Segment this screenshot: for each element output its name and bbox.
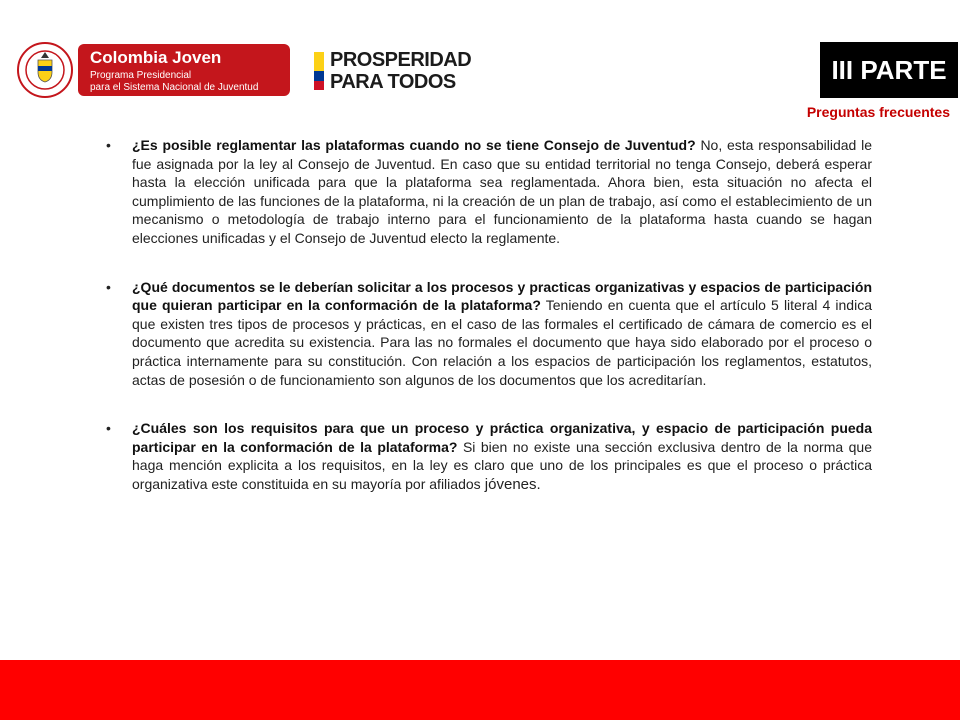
faq-question: ¿Qué documentos se le deberían solicitar a los procesos y practicas organizativas y espacios de participación que quieran participar en la conformación de la plataforma? <box>132 278 872 314</box>
section-badge: III PARTE <box>820 42 958 98</box>
faq-list <box>106 136 872 525</box>
footer-bar <box>0 660 960 720</box>
faq-question: ¿Es posible reglamentar las plataformas cuando no se tiene Consejo de Juventud? <box>132 137 696 153</box>
colombia-joven-brand-box <box>78 44 290 96</box>
faq-answer: Teniendo en cuenta que el artículo 5 literal 4 indica que existen tres tipos de procesos y prácticas, en el caso de las formales el certificado de cámara de comercio es el documento que acredita su existencia. Para las no formales el documento que haya sido elaborado por el proceso o práctica internamente para su constitución. Con relación a los espacios de participación los reglamentos, estatutos, actas de posesión o de funcionamiento son algunos de los documentos que los acreditarían. <box>132 297 872 388</box>
prosperidad-para-todos-logo <box>314 48 474 94</box>
faq-answer: Si bien no existe una sección exclusiva dentro de la norma que haga mención explicita a los requisitos, en la ley es claro que uno de los principales es que el proceso o práctica organizativa este constituida en su mayoría por afiliados <box>132 438 872 492</box>
faq-answer-tail: jóvenes. <box>480 475 541 493</box>
bullet-icon: • <box>106 420 111 437</box>
logo-line-prosperidad: PROSPERIDAD <box>330 49 472 71</box>
faq-question: ¿Cuáles son los requisitos para que un proceso y práctica organizativa, y espacio de participación pueda participar en la conformación de la plataforma? <box>132 420 872 455</box>
colombia-joven-logo <box>16 42 290 98</box>
section-subtitle: Preguntas frecuentes <box>806 104 950 120</box>
bullet-icon: • <box>106 137 111 153</box>
logo-line-para-todos: PARA TODOS <box>330 71 456 93</box>
faq-item <box>106 419 872 494</box>
logo-subtitle: Programa Presidencial <box>90 70 192 81</box>
logo-title: Colombia Joven <box>90 48 222 67</box>
faq-item <box>106 278 872 390</box>
coat-of-arms-icon <box>16 42 74 98</box>
faq-answer: No, esta responsabilidad le fue asignada por la ley al Consejo de Juventud. En caso que su entidad territorial no tenga Consejo, deberá esperar hasta la elección unificada para que la plataforma sea reglamentada. Ahora bien, esta situación no afecta el cumplimiento de las funciones de la plataforma, ni la creación de un plan de trabajo, así como el establecimiento de un mecanismo o metodología de trabajo interno para el funcionamiento de la plataforma hasta cuando se hagan elecciones unificadas y el Consejo de Juventud electo la reglamente. <box>132 137 872 246</box>
bullet-icon: • <box>106 278 111 295</box>
faq-item <box>106 136 872 248</box>
colombian-flag-icon <box>314 52 324 90</box>
logo-subtitle-secondary: para el Sistema Nacional de Juventud <box>90 82 259 93</box>
